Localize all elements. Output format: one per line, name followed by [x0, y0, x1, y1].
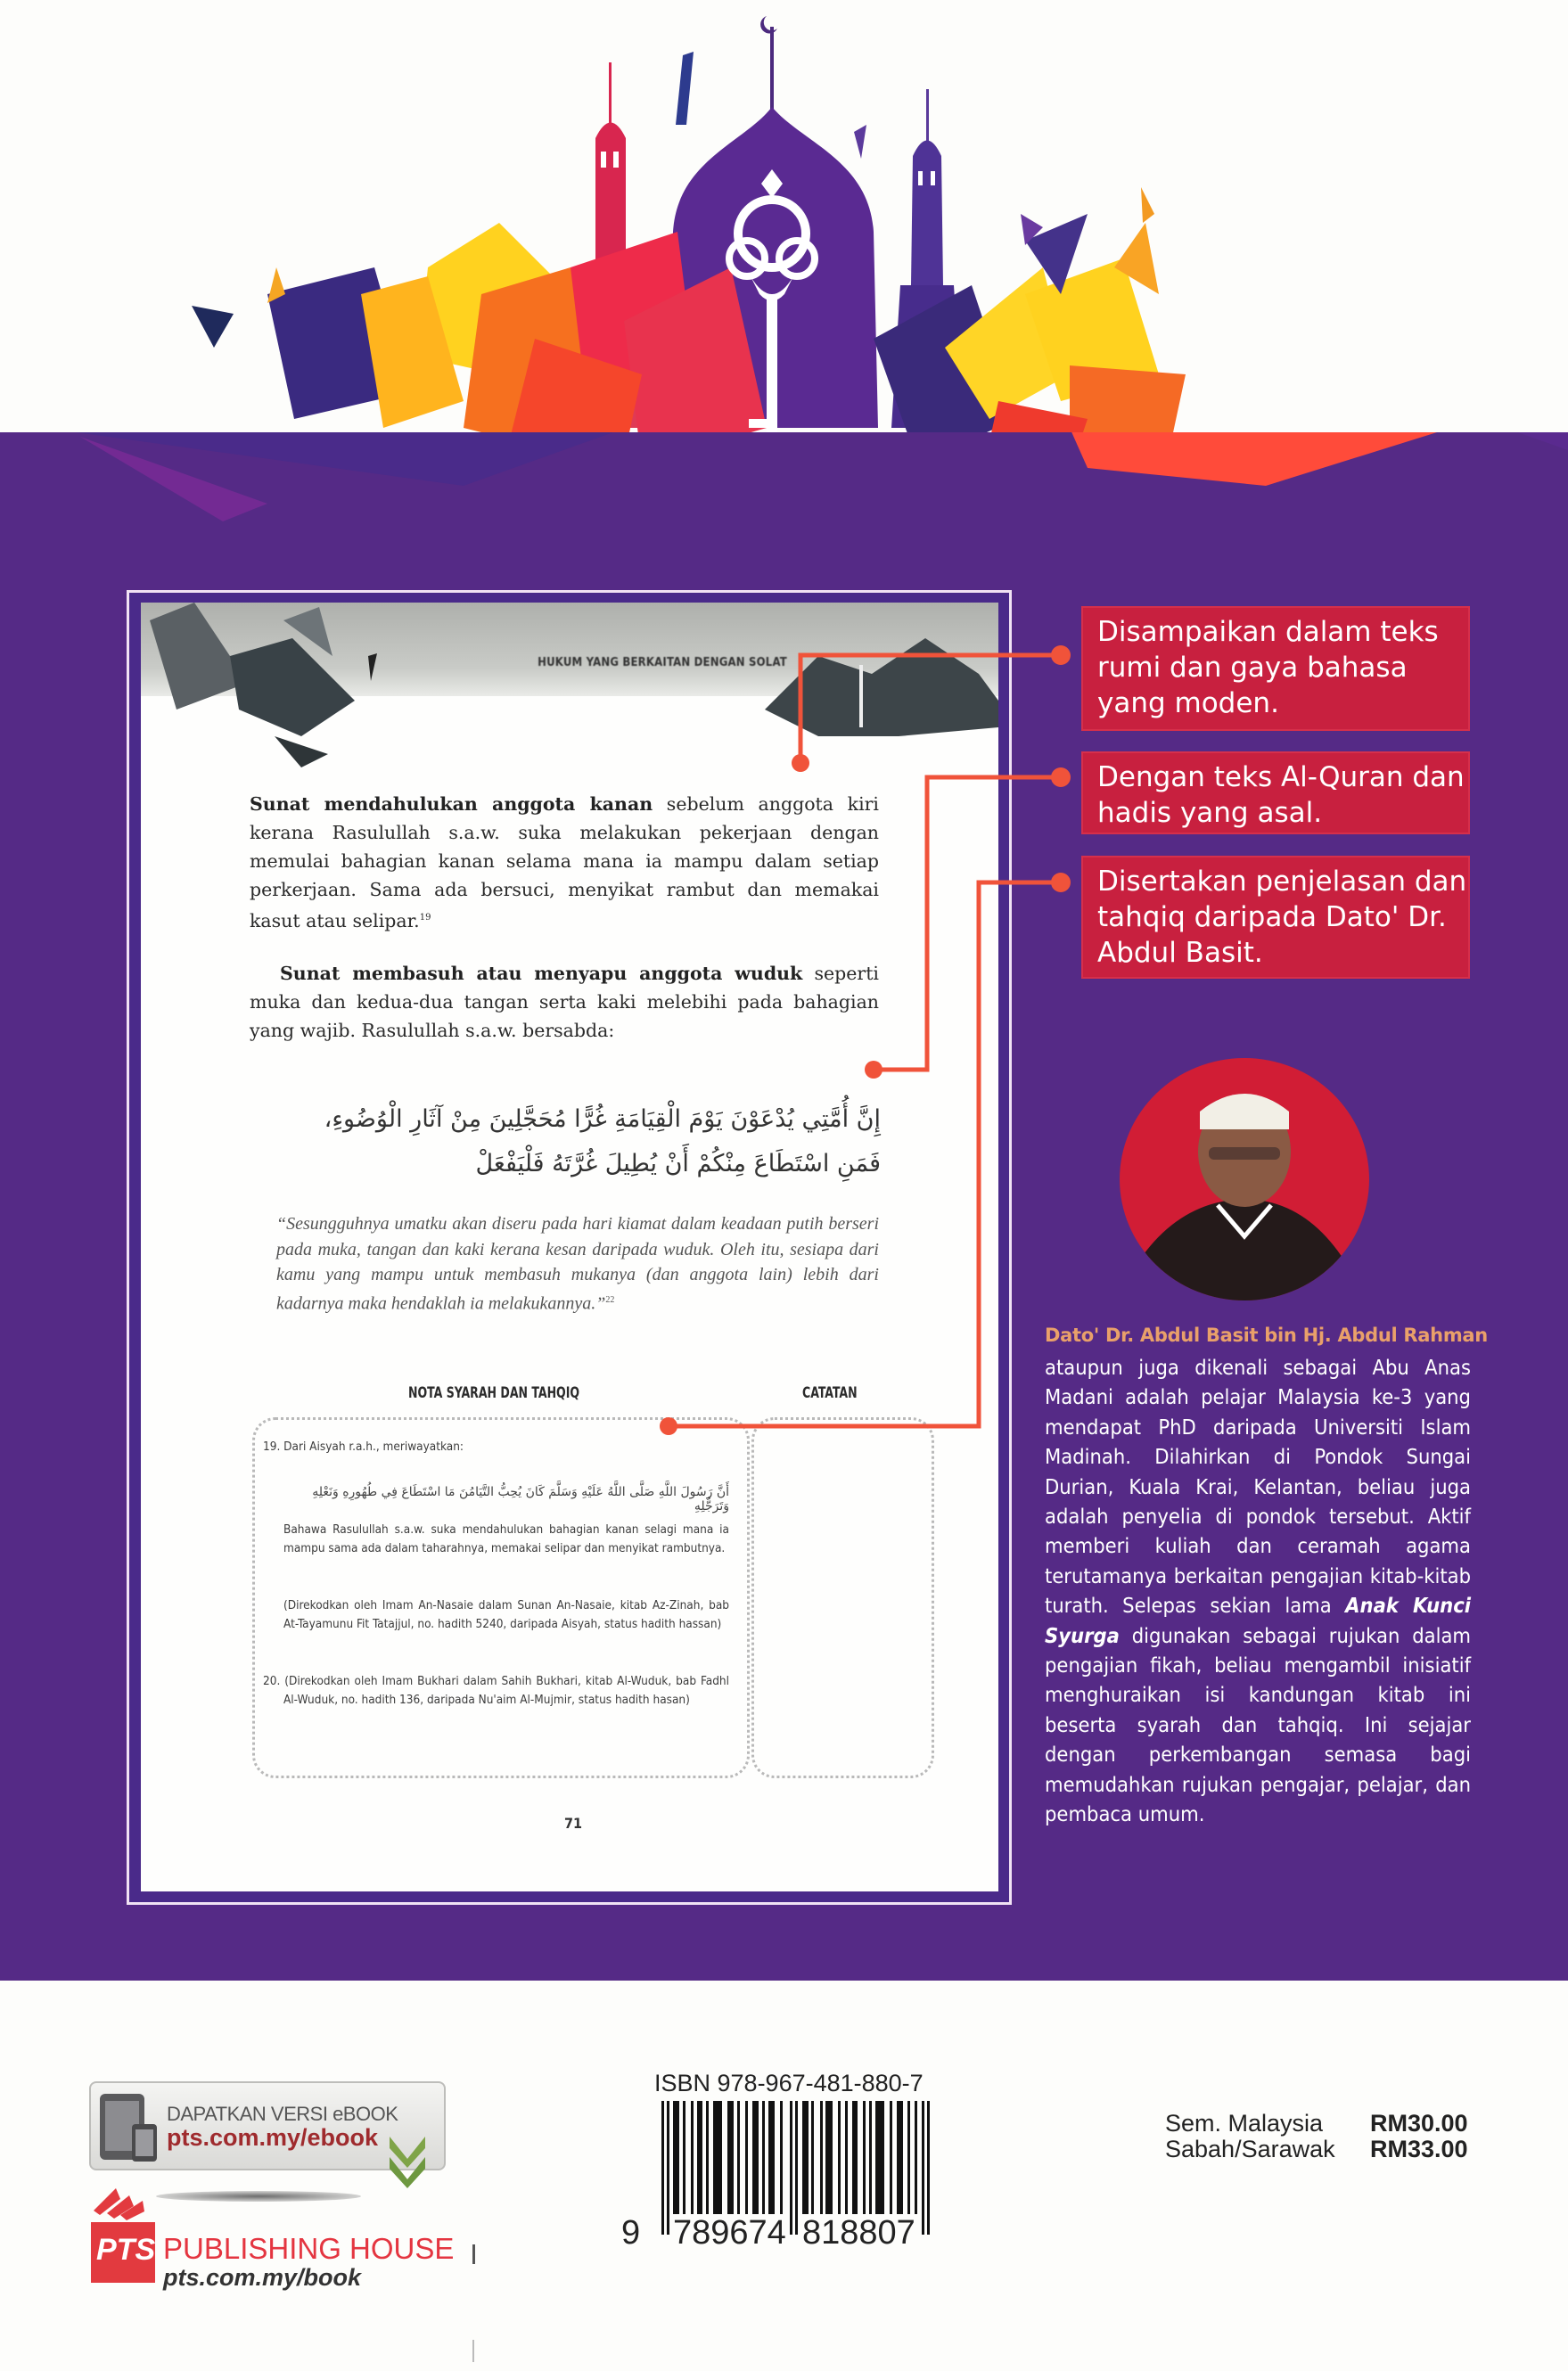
trim-mark [472, 2340, 474, 2362]
hadith-arabic-line-1: إِنَّ أُمَّتِي يُدْعَوْنَ يَوْمَ الْقِيَامَةِ غُرًّا مُحَجَّلِينَ مِنْ آثَارِ الْوُضُوءِ، [324, 1105, 881, 1133]
barcode-digits-left: 789674 [670, 2214, 789, 2252]
running-head-banner [141, 603, 998, 696]
publisher-name: PUBLISHING HOUSE [163, 2232, 455, 2265]
paragraph-bold-lead: Sunat mendahulukan anggota kanan [250, 793, 653, 815]
author-bio [1045, 1353, 1471, 1830]
paragraph-bold-lead: Sunat membasuh atau menyapu anggota wuduk [280, 963, 803, 984]
hadith-arabic-line-2: فَمَنِ اسْتَطَاعَ مِنْكُمْ أَنْ يُطِيلَ غُرَّتَهُ فَلْيَفْعَلْ [475, 1150, 881, 1177]
catatan-box [751, 1417, 934, 1778]
translation-text: “Sesungguhnya umatku akan diseru pada hari kiamat dalam keadaan putih berseri pada muka, tangan dan kaki kerana kesan daripada wuduk. Oleh itu, sesiapa dari kamu yang mampu untuk membasuh mukanya (dan anggota lain) lebih dari kadarnya maka hendaklah ia melakukannya.” [276, 1214, 879, 1314]
catatan-heading: CATATAN [802, 1384, 858, 1402]
ebook-url[interactable]: pts.com.my/ebook [167, 2124, 379, 2151]
price-region-sabah-sarawak: Sabah/Sarawak [1165, 2136, 1335, 2162]
publisher-url[interactable]: pts.com.my/book [163, 2264, 362, 2291]
note-20: 20. (Direkodkan oleh Imam Bukhari dalam Sahih Bukhari, kitab Al-Wuduk, bab Fadhl Al-Wuduk, no. hadith 136, daripada Nu'aim Al-Mujmir, status hadith hasan) [263, 1674, 729, 1707]
white-cap [1200, 1094, 1289, 1129]
glasses [1209, 1147, 1280, 1160]
footnote-ref: 19 [419, 913, 431, 923]
tablet-phone-icon [98, 2092, 162, 2163]
barcode-digit-first: 9 [619, 2214, 643, 2252]
footnote-ref: 22 [605, 1294, 615, 1305]
callout-tahqiq: Disertakan penjelasan dan tahqiq daripada Dato' Dr. Abdul Basit. [1081, 856, 1470, 979]
paragraph-text: sebelum anggota kiri kerana Rasulullah s.a.w. suka melakukan pekerjaan dengan memulai bahagian kanan selama mana ia mampu dalam setiap perkerjaan. Sama ada bersuci, menyikat rambut dan memakai kasut atau selipar. [250, 793, 879, 931]
note-19-source: (Direkodkan oleh Imam An-Nasaie dalam Sunan An-Nasaie, kitab Az-Zinah, bab At-Tayamunu Fit Tatajjul, no. hadith 5240, daripada Aisyah, status hadith hassan) [283, 1598, 729, 1631]
ebook-badge[interactable] [89, 2081, 446, 2170]
barcode-digits-right: 818807 [800, 2214, 918, 2252]
callout-original-text: Dengan teks Al-Quran dan hadis yang asal. [1081, 751, 1470, 834]
callout-modern-language: Disampaikan dalam teks rumi dan gaya bahasa yang moden. [1081, 606, 1470, 731]
author-portrait [1120, 1058, 1369, 1300]
price-value-sabah-sarawak: RM33.00 [1370, 2136, 1468, 2162]
download-chevrons-icon [385, 2132, 430, 2195]
book-title: Anak Kunci Syurga [1045, 1593, 1471, 1648]
sample-page [141, 603, 998, 1891]
note-19-arabic: أَنَّ رَسُولَ اللَّهِ صَلَّى اللَّهُ عَلَيْهِ وَسَلَّمَ كَانَ يُحِبُّ التَّيَامُنَ مَا اسْتَطَاعَ فِي طُهُورِهِ وَنَعْلِهِ وَتَرَجُّلِهِ [312, 1485, 729, 1514]
price-value-peninsular: RM30.00 [1370, 2110, 1468, 2137]
badge-shadow [156, 2191, 361, 2202]
note-19-translation: Bahawa Rasulullah s.a.w. suka mendahulukan bahagian kanan selagi mana ia mampu sama ada dalam taharahnya, memakai selipar dan menyikat rambutnya. [283, 1522, 729, 1555]
page-number: 71 [563, 1815, 583, 1832]
pts-logo-icon [89, 2188, 160, 2286]
trim-mark [472, 2244, 475, 2264]
bio-text: ataupun juga dikenali sebagai Abu Anas Madani adalah pelajar Malaysia ke-3 yang mendapat PhD daripada Universiti Islam Madinah. Dilahirkan di Pondok Sungai Durian, Kuala Krai, Kelantan, beliau juga adalah penyelia di pondok tersebut. Aktif memberi kuliah dan ceramah agama terutamanya berkaitan pengajian kitab-kitab turath. Selepas sekian lama [1045, 1355, 1471, 1619]
note-19-intro: 19. Dari Aisyah r.a.h., meriwayatkan: [263, 1440, 464, 1454]
paragraph-text: seperti muka dan kedua-dua tangan serta kaki melebihi pada bahagian yang wajib. Rasulullah s.a.w. bersabda: [250, 963, 879, 1041]
price-region-peninsular: Sem. Malaysia [1165, 2110, 1324, 2137]
grey-polygon-decoration [141, 603, 998, 772]
paragraph-wuduk [250, 959, 879, 1045]
isbn-text: ISBN 978-967-481-880-7 [654, 2070, 924, 2096]
running-head-title: HUKUM YANG BERKAITAN DENGAN SOLAT [538, 656, 787, 669]
paragraph-right-limbs [250, 790, 879, 935]
bio-text: digunakan sebagai rujukan dalam pengajian fikah, beliau mengambil inisiatif menghuraikan isi kandungan kitab ini beserta syarah dan tahqiq. Ini sejajar dengan perkembangan semasa bagi memudahkan rujukan pengajar, pelajar, dan pembaca umum. [1045, 1622, 1471, 1827]
author-name: Dato' Dr. Abdul Basit bin Hj. Abdul Rahman [1045, 1325, 1488, 1346]
notes-heading: NOTA SYARAH DAN TAHQIQ [408, 1384, 580, 1402]
hadith-translation [276, 1211, 879, 1317]
ebook-label: DAPATKAN VERSI eBOOK [167, 2103, 398, 2125]
svg-text:PTS: PTS [96, 2233, 156, 2267]
